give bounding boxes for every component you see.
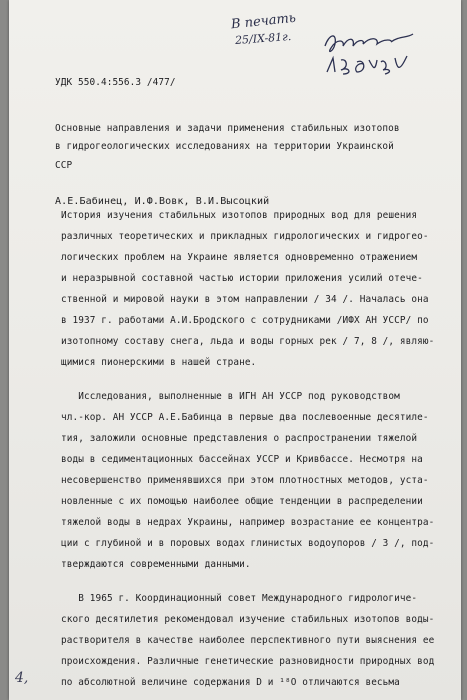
title-line: ССР bbox=[55, 160, 73, 171]
body-line: ственной и мировой науки в этом направлении / 34 /. Началась она bbox=[61, 294, 429, 305]
body-line: щимися пионерскими в нашей стране. bbox=[61, 357, 257, 368]
body-line: ского десятилетия рекомендовал изучение стабильных изотопов воды- bbox=[61, 614, 435, 625]
body-line: происхождения. Различные генетические разновидности природных вод bbox=[61, 656, 435, 667]
body-line: в 1937 г. работами А.И.Бродского с сотрудниками /ИФХ АН УССР/ по bbox=[61, 315, 429, 326]
body-line: новленные с их помощью наиболее общие тенденции в распределении bbox=[61, 496, 423, 507]
body-line: логических проблем на Украине является одновременно отражением bbox=[61, 252, 418, 263]
authors: А.Е.Бабинец, И.Ф.Вовк, В.И.Высоцкий bbox=[55, 196, 270, 207]
body-line: воды в седиментационных бассейнах УССР и Кривбассе. Несмотря на bbox=[61, 454, 423, 465]
title-line: в гидрогеологических исследованиях на территории Украинской bbox=[55, 141, 394, 152]
body-line: Исследования, выполненные в ИГН АН УССР под руководством bbox=[61, 391, 400, 402]
handwritten-signature bbox=[319, 28, 419, 80]
body-line: несовершенство применявшихся при этом плотностных методов, уста- bbox=[61, 475, 429, 486]
body-line: тия, заложили основные представления о распространении тяжелой bbox=[61, 433, 418, 444]
body-line: В 1965 г. Координационный совет Международного гидрологиче- bbox=[61, 593, 418, 604]
title-line: Основные направления и задачи применения стабильных изотопов bbox=[55, 123, 400, 134]
handwritten-note: В печать bbox=[230, 10, 297, 33]
body-line: и неразрывной составной частью истории приложения усилий отече- bbox=[61, 273, 423, 284]
body-line: изотопному составу снега, льда и воды горных рек / 7, 8 /, являю- bbox=[61, 336, 435, 347]
handwritten-date: 25/IX-81г. bbox=[234, 30, 292, 47]
body-line: растворителя в качестве наиболее перспективного пути выяснения ее bbox=[61, 635, 435, 646]
body-line: История изучения стабильных изотопов природных вод для решения bbox=[61, 210, 418, 221]
body-line: тяжелой воды в недрах Украины, например возрастание ее концентра- bbox=[61, 517, 435, 528]
body-line: различных теоретических и прикладных гидрологических и гидрогео- bbox=[61, 231, 429, 242]
body-line: по абсолютной величине содержания D и ¹⁸O отличаются весьма bbox=[61, 677, 400, 688]
body-line: тверждаются современными данными. bbox=[61, 559, 251, 570]
document-page bbox=[9, 0, 461, 700]
body-line: чл.-кор. АН УССР А.Е.Бабинца в первые два послевоенные десятиле- bbox=[61, 412, 429, 423]
udk-code: УДК 550.4:556.3 /477/ bbox=[55, 77, 176, 88]
body-line: ции с глубиной и в поровых водах глинистых водоупоров / 3 /, под- bbox=[61, 538, 435, 549]
margin-mark: 4, bbox=[15, 670, 29, 686]
